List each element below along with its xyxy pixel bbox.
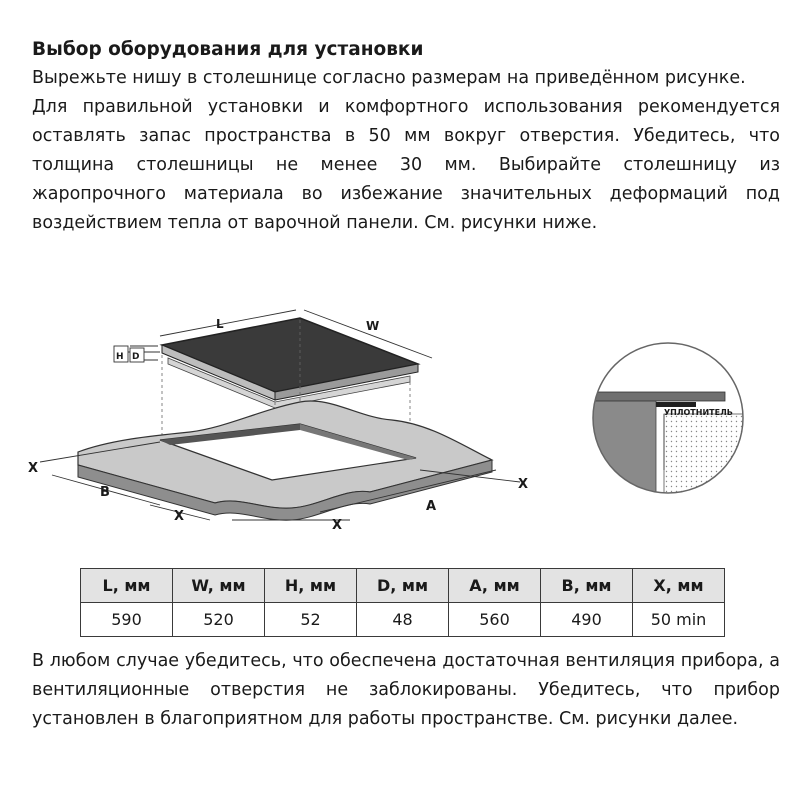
dimensions-table xyxy=(80,568,725,637)
seal-strip xyxy=(656,402,696,407)
table-row xyxy=(81,603,725,637)
label-d: D xyxy=(132,352,140,362)
footer-section xyxy=(32,647,780,734)
table-header-row xyxy=(81,569,725,603)
installation-diagram xyxy=(0,300,800,550)
header-x: X, мм xyxy=(633,569,725,603)
label-a: A xyxy=(426,499,437,514)
footer-paragraph: В любом случае убедитесь, что обеспечена достаточная вентиляция прибора, а вентиляционные отверстия не заблокированы. Убедитесь, что прибор установлен в благоприятном для работы пространстве. См. рисунки далее. xyxy=(32,651,780,729)
installation-diagram-svg xyxy=(0,300,800,550)
seal-detail-view xyxy=(590,340,754,504)
label-x-left: X xyxy=(28,461,39,476)
hob-illustration xyxy=(162,318,418,408)
header-h: H, мм xyxy=(265,569,357,603)
label-b: B xyxy=(100,485,110,500)
header-b: B, мм xyxy=(541,569,633,603)
cell-x: 50 min xyxy=(633,603,725,637)
label-l: L xyxy=(216,317,224,331)
label-h: H xyxy=(116,352,124,362)
seal-label: УПЛОТНИТЕЛЬ xyxy=(664,408,733,417)
cell-d: 48 xyxy=(357,603,449,637)
header-a: A, мм xyxy=(449,569,541,603)
header-d: D, мм xyxy=(357,569,449,603)
cell-l: 590 xyxy=(81,603,173,637)
label-w: W xyxy=(366,319,380,333)
page-title: Выбор оборудования для установки xyxy=(32,39,424,60)
intro-paragraph-1: Вырежьте нишу в столешнице согласно размерам на приведённом рисунке. xyxy=(32,68,746,88)
hob-glass-edge xyxy=(590,392,725,401)
cell-h: 52 xyxy=(265,603,357,637)
cell-a: 560 xyxy=(449,603,541,637)
label-x-right: X xyxy=(518,477,529,492)
countertop-section xyxy=(664,414,754,504)
header-w: W, мм xyxy=(173,569,265,603)
label-x-front: X xyxy=(174,509,185,524)
cell-b: 490 xyxy=(541,603,633,637)
cell-w: 520 xyxy=(173,603,265,637)
hob-top-surface xyxy=(162,318,418,392)
label-x-bottom: X xyxy=(332,518,343,533)
intro-section xyxy=(32,36,780,238)
intro-paragraph-2: Для правильной установки и комфортного использования рекомендуется оставлять запас пространства в 50 мм вокруг отверстия. Убедитесь, что толщина столешницы не менее 30 мм. Выбирайте столешницу из жаропрочного материала во избежание значительных деформаций под воздействием тепла от варочной панели. См. рисунки ниже. xyxy=(32,97,780,233)
header-l: L, мм xyxy=(81,569,173,603)
